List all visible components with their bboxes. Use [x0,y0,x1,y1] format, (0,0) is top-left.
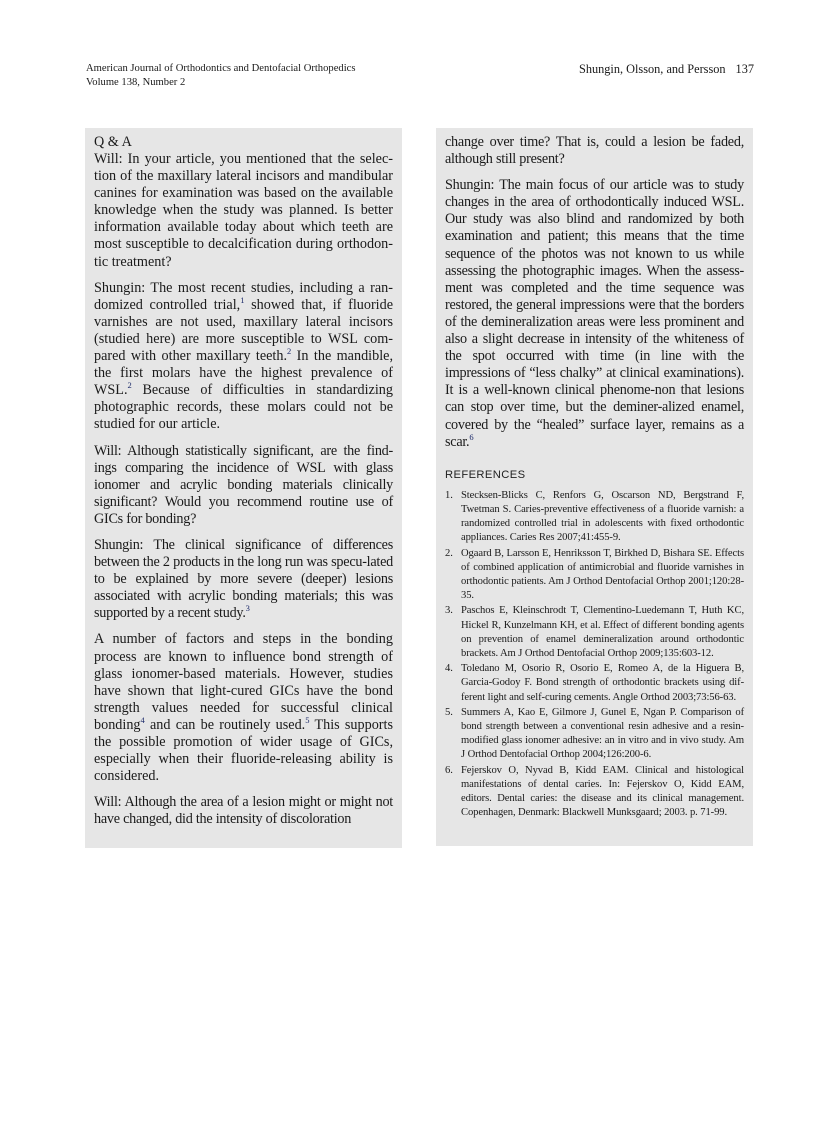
reference-item [445,489,744,546]
running-authors: Shungin, Olsson, and Persson [578,62,726,76]
qa-paragraph-question-1: Will: In your article, you mentioned that the selec-tion of the maxillary lateral incisors and mandibular canines for examination was based on the available knowledge when the study was planned. Is better information available today about which teeth are most susceptible to decalcification during orthodon-tic treatment? [94,151,393,270]
reference-number: 3. [445,605,453,617]
journal-title: American Journal of Orthodontics and Dentofacial Orthopedics [86,63,356,74]
citation-link-5[interactable]: 5 [305,714,310,725]
reference-text: Stecksen-Blicks C, Renfors G, Oscarson ND, Bergstrand F, Twetman S. Caries-preventive effectiveness of a fluoride varnish: a randomized controlled trial in adolescents with fixed orthodontic appliances. Caries Res 2007;41:455-9. [461,489,744,544]
qa-paragraph-answer-3: Shungin: The main focus of our article was to study changes in the area of orthodontically induced WSL. Our study was also blind and randomized by both examination and patient; this means that the time sequence of the photos was not known to us while assessing the photographic images. When the assess-ment was completed and the time sequence was restored, the general impressions were that the borders of the demineralization areas were less prominent and also a slight decrease in intensity of the whiteness of the spot occurred with time (in line with the impressions of “less chalky” at clinical examinations). It is a well-known clinical phenome-non that lesions can stop over time, but the deminer-alized enamel, covered by the “healed” surface layer, remains as a scar.$^6$ [445,177,744,450]
qa-paragraph-answer-1: Shungin: The most recent studies, including a ran-domized controlled trial,$^1$ showed that, if fluoride varnishes are not used, maxillary lateral incisors (studied here) are more susceptible to WSL com-pared with other maxillary teeth.$^2$ In the mandible, the first molars have the highest prevalence of WSL.$^2$ Because of difficulties in standardizing photographic records, these molars could not be studied for our article. [94,279,394,433]
citation-link-2[interactable]: 2 [287,346,292,357]
citation-link-4[interactable]: 4 [140,714,145,725]
qa-paragraph-question-3: Will: Although the area of a lesion might or might not have changed, did the intensity of discoloration [94,794,393,828]
citation-link-3[interactable]: 3 [245,603,250,614]
journal-info [86,62,355,90]
references-heading: REFERENCES [445,468,526,481]
citation-link-2[interactable]: 2 [127,380,132,391]
qa-paragraph-question-3-continued: change over time? That is, could a lesion be faded, although still present? [445,134,744,168]
qa-paragraph-answer-2-continued: A number of factors and steps in the bonding process are known to influence bond strength of glass ionomer-based materials. However, studies have shown that light-cured GICs have the bond strength values needed for successful clinical bonding$^4$ and can be routinely used.$^5$ This supports the possible promotion of wider usage of GICs, especially when their fluoride-releasing ability is considered. [94,631,393,785]
reference-number: 4. [445,663,453,675]
reference-text: Paschos E, Kleinschrodt T, Clementino-Luedemann T, Huth KC, Hickel R, Kunzelmann KH, et al. Effect of different bonding agents on prevention of enamel demineralization around orthodontic brackets. Am J Orthod Dentofacial Orthop 2009;135:603-12. [461,605,744,659]
reference-text: Ogaard B, Larsson E, Henriksson T, Birkhed D, Bishara SE. Effects of combined application of antimicrobial and fluoride varnishes in orthodontic patients. Am J Orthod Dentofacial Orthop 2001;120:28-35. [461,547,744,602]
reference-item [445,764,744,821]
citation-link-6[interactable]: 6 [469,431,474,442]
reference-item [445,706,744,763]
qa-box-left-column [85,128,402,848]
qa-paragraph-question-2: Will: Although statistically significant, are the find-ings comparing the incidence of WSL with glass ionomer and acrylic bonding materials clinically significant? Would you recommend routine use of GICs for bonding? [94,442,393,527]
journal-volume: Volume 138, Number 2 [86,77,186,88]
reference-text: Summers A, Kao E, Gilmore J, Gunel E, Ngan P. Comparison of bond strength between a conventional resin adhesive and a resin-modified glass ionomer adhesive: an in vitro and in vivo study. Am J Orthod Dentofacial Orthop 2004;126:200-6. [461,706,744,761]
reference-text: Toledano M, Osorio R, Osorio E, Romeo A, de la Higuera B, Garcia-Godoy F. Bond strength of orthodontic brackets using dif-ferent light and self-curing cements. Angle Orthod 2003;73:56-63. [461,663,744,703]
qa-paragraph-answer-2: Shungin: The clinical significance of differences between the 2 products in the long run was specu-lated to be explained by more severe (deeper) lesions associated with acrylic bonding materials; this was supported by a recent study.$^3$ [94,536,393,622]
qa-heading: Q & A [94,134,132,150]
reference-item [445,662,744,705]
citation-link-1[interactable]: 1 [240,294,245,305]
reference-item [445,547,744,604]
qa-box-right-column [436,128,753,846]
page-number: 137 [735,62,754,76]
reference-number: 5. [445,706,453,718]
reference-text: Fejerskov O, Nyvad B, Kidd EAM. Clinical and histological manifestations of dental caries. In: Fejerskov O, Kidd EAM, editors. Dental caries: the disease and its clinical management. Copenhagen, Denmark: Blackwell Munksgaard; 2003. p. 71-99. [461,764,744,819]
references-list [445,489,744,821]
reference-item [445,604,744,661]
reference-number: 1. [445,489,453,501]
author-page-info [579,62,754,76]
reference-number: 6. [445,764,453,776]
reference-number: 2. [445,547,453,559]
